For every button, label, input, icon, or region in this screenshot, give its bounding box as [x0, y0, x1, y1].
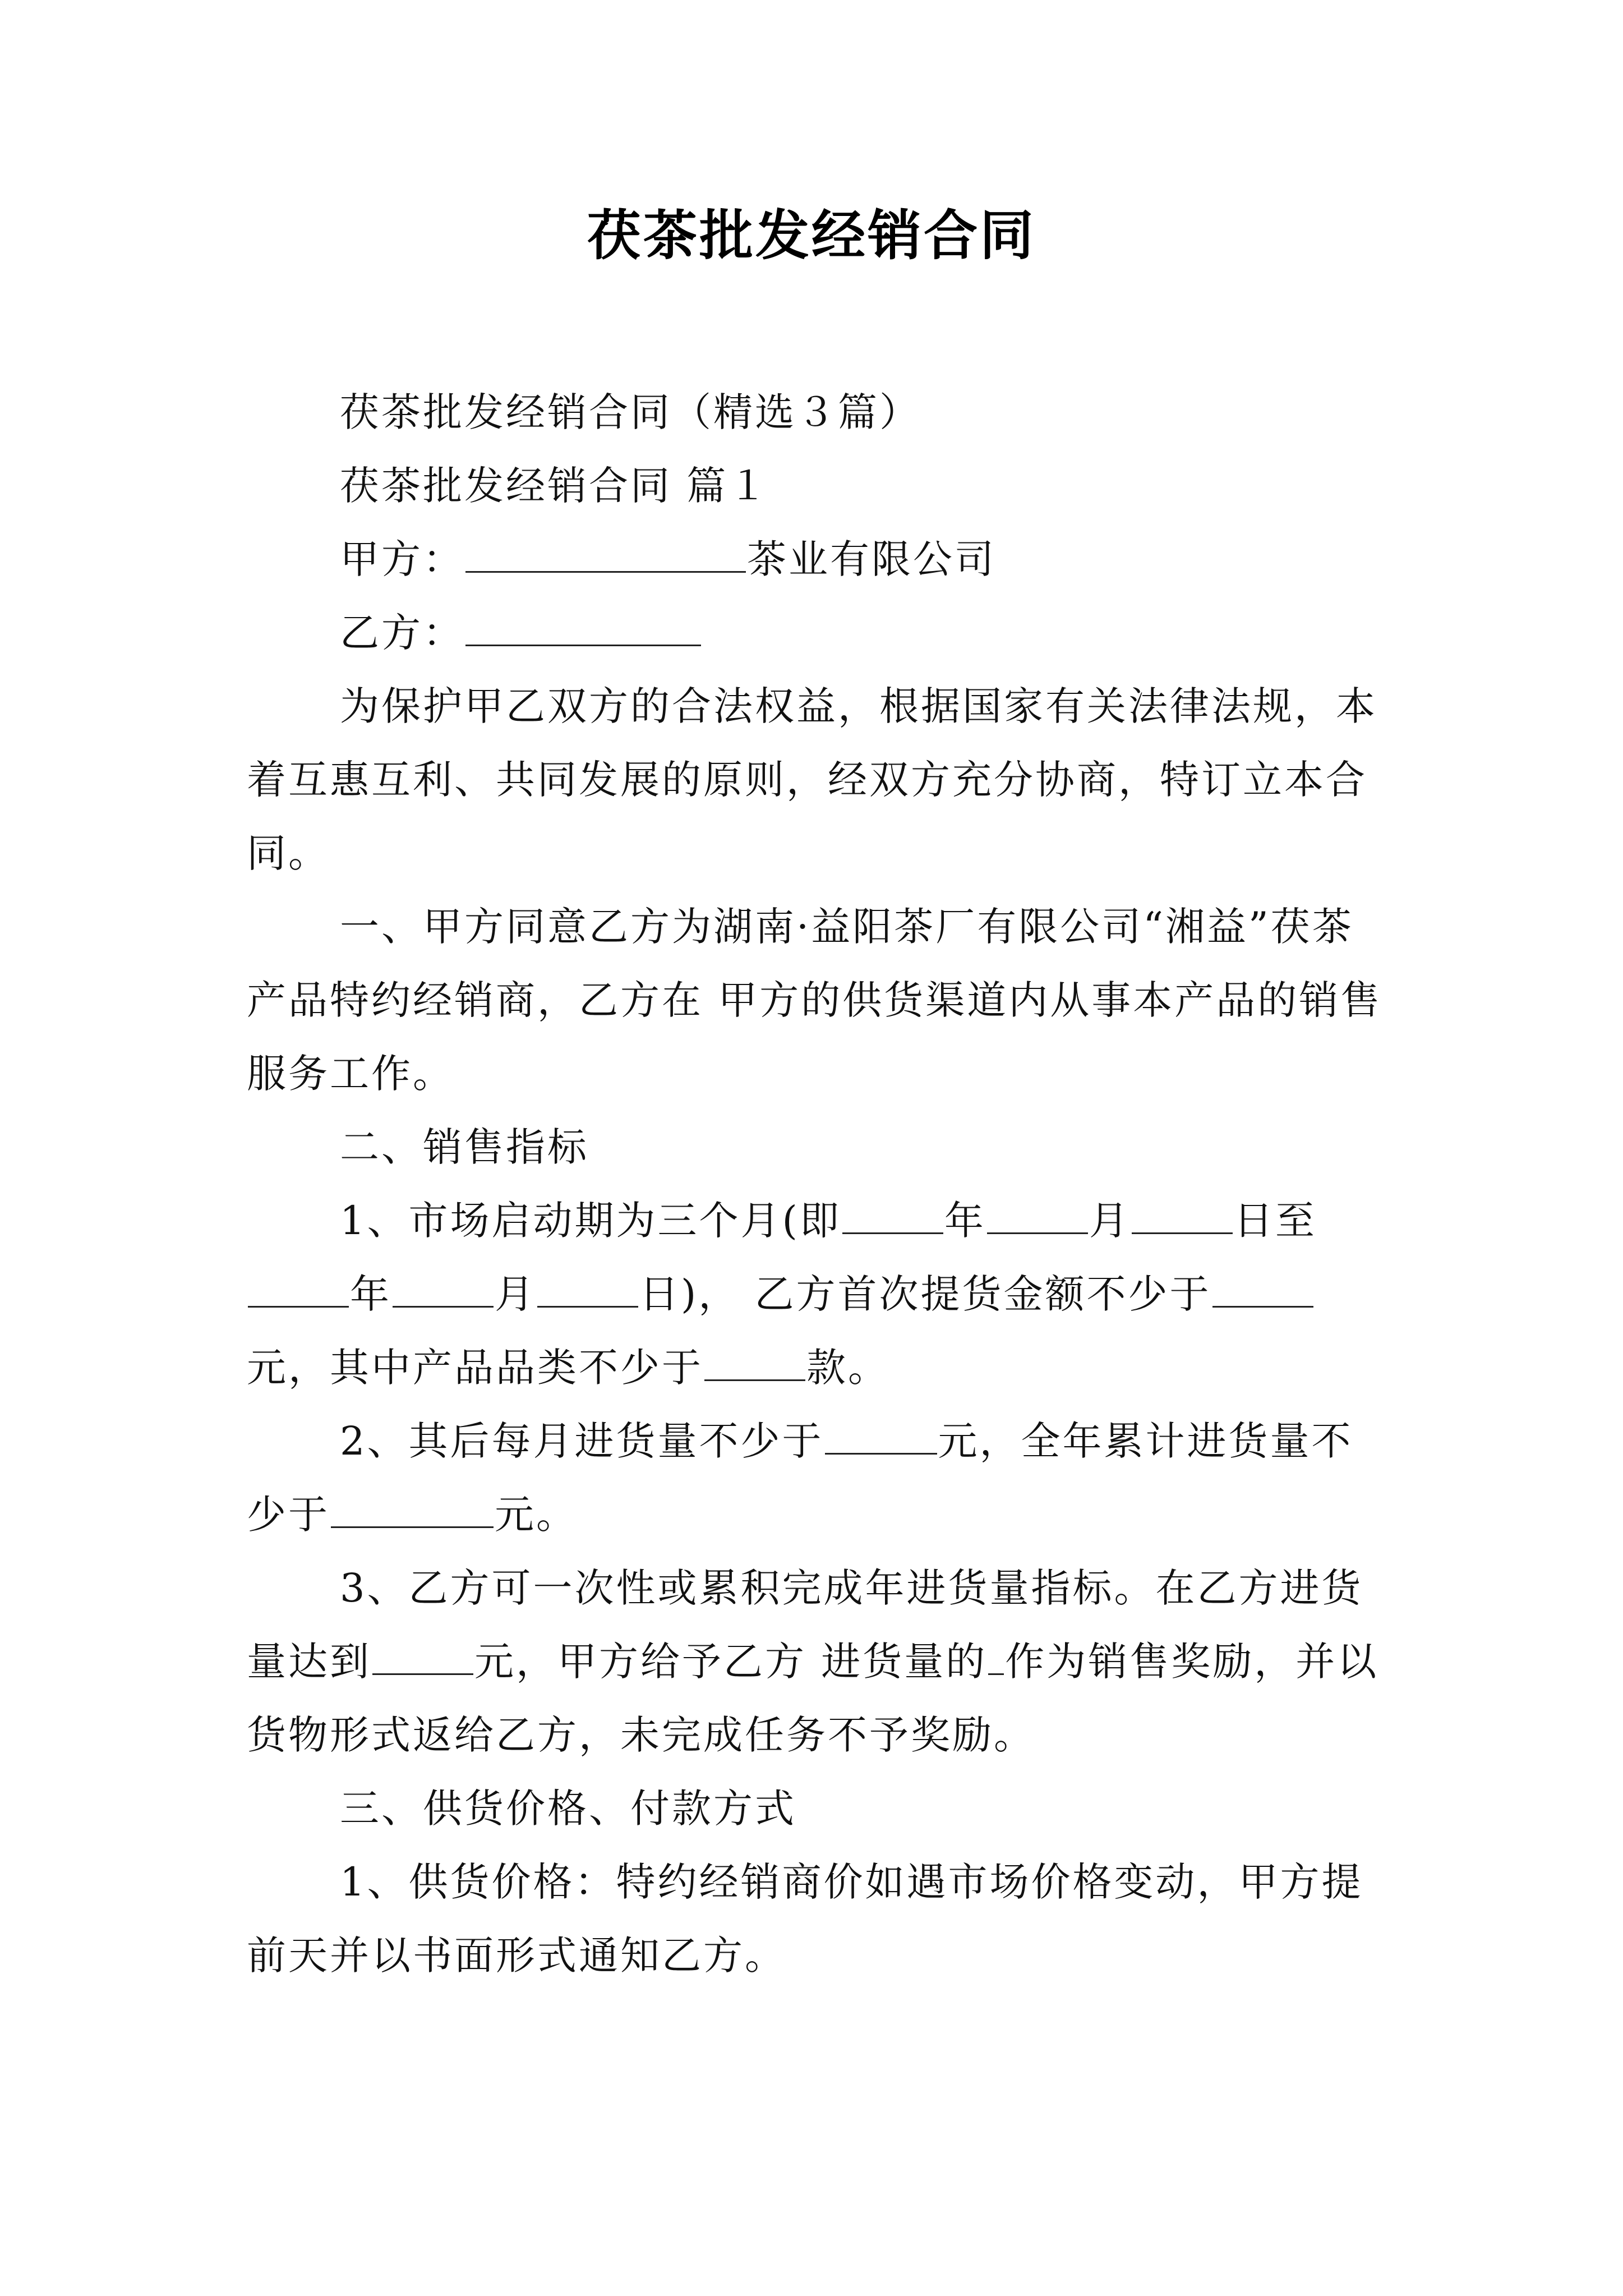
text-span: 元。 [495, 1492, 578, 1538]
text-span: 款。 [806, 1345, 889, 1391]
item-2-1-paragraph [247, 1184, 1387, 1405]
item-2-2-paragraph [247, 1405, 1387, 1552]
party-b-line [247, 596, 1387, 670]
heading-2: 二、销售指标 [340, 1124, 589, 1170]
item-2-3-paragraph [247, 1552, 1387, 1772]
text-span: 月 [1089, 1198, 1131, 1244]
percent-blank [988, 1636, 1004, 1675]
party-b-label: 乙方： [340, 610, 464, 656]
text-span: 2、其后每月进货量不少于 [340, 1418, 824, 1464]
section-heading: 茯茶批发经销合同 篇１ [340, 463, 770, 509]
item-3-1-paragraph: 1、供货价格：特约经销商价如遇市场价格变动，甲方提前天并以书面形式通知乙方。 [247, 1859, 1363, 1978]
text-span: 年 [944, 1198, 986, 1244]
heading-3: 三、供货价格、付款方式 [340, 1786, 796, 1832]
annual-amount-blank [331, 1489, 494, 1528]
text-span: 日至 [1233, 1198, 1317, 1244]
clause-1-paragraph: 一、甲方同意乙方为湖南·益阳茶厂有限公司“湘益”茯茶产品特约经销商，乙方在 甲方的供货渠道内从事本产品的销售服务工作。 [247, 904, 1382, 1097]
text-span: 3、乙方可一次性或累积完成年进货量指标。在乙方进货量达到 [247, 1565, 1363, 1685]
preamble-paragraph: 为保护甲乙双方的合法权益，根据国家有关法律法规，本着互惠互利、共同发展的原则，经双方充分协商，特订立本合同。 [247, 683, 1377, 876]
day-blank [1132, 1195, 1233, 1234]
year-blank [842, 1195, 943, 1234]
party-b-blank [465, 608, 701, 646]
subtitle: 茯茶批发经销合同（精选３篇） [340, 389, 921, 435]
text-span: 1、市场启动期为三个月(即 [340, 1198, 841, 1244]
year-blank [248, 1269, 349, 1308]
text-span: 元，全年累计进货量不少于 [247, 1418, 1353, 1538]
text-span: 日)， 乙方首次提货金额不少于 [639, 1271, 1211, 1317]
day-blank [537, 1269, 638, 1308]
monthly-amount-blank [825, 1416, 937, 1455]
text-span: 月 [495, 1271, 536, 1317]
volume-blank [372, 1636, 473, 1675]
text-span: 年 [350, 1271, 391, 1317]
document-body [247, 376, 1387, 1993]
party-a-suffix: 茶业有限公司 [747, 536, 996, 582]
count-blank [704, 1342, 805, 1381]
text-span: 作为销售奖励，并以货物形式返给乙方，未完成任务不予奖励。 [247, 1639, 1379, 1758]
party-a-blank [465, 534, 746, 573]
party-a-label: 甲方： [340, 536, 464, 582]
month-blank [393, 1269, 494, 1308]
text-span: 元，甲方给予乙方 进货量的 [474, 1639, 988, 1685]
party-a-line [247, 523, 1387, 596]
month-blank [987, 1195, 1088, 1234]
text-span: 元，其中产品品类不少于 [247, 1345, 703, 1391]
document-title: 茯茶批发经销合同 [587, 204, 1036, 267]
amount-blank [1212, 1269, 1313, 1308]
